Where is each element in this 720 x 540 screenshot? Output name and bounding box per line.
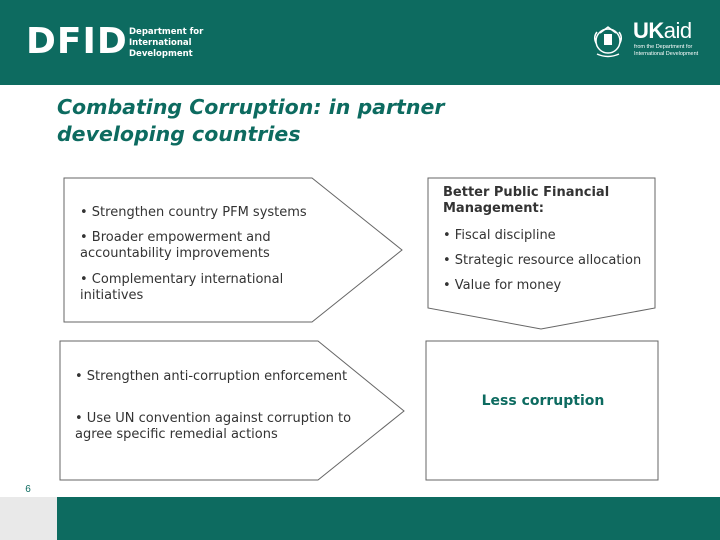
- result-label: Less corruption: [481, 393, 605, 409]
- dfid-subtitle-line-2: International: [129, 38, 192, 48]
- footer-bar: [0, 497, 720, 540]
- left-bottom-item-2: • Use UN convention against corruption to agree specific remedial actions: [75, 411, 352, 442]
- left-top-item-1: • Strengthen country PFM systems: [80, 205, 307, 220]
- page-number: 6: [25, 484, 31, 495]
- ukaid-subtitle-line-2: International Development: [634, 51, 699, 57]
- left-bottom-item-1: • Strengthen anti-corruption enforcement: [75, 369, 348, 384]
- ukaid-uk: UK: [633, 18, 664, 43]
- ukaid-subtitle-line-1: from the Department for: [634, 44, 693, 50]
- footer-page-tab: [0, 497, 57, 540]
- pfm-box-title: Better Public Financial Management:: [443, 185, 610, 216]
- dfid-subtitle-line-3: Development: [129, 49, 193, 59]
- left-top-item-3: • Complementary international initiatives: [80, 272, 284, 303]
- dfid-logo-text: DFID: [26, 21, 128, 62]
- slide-title: Combating Corruption: in partner developing countries: [57, 95, 445, 146]
- ukaid-aid: aid: [663, 18, 692, 43]
- pfm-item-2: • Strategic resource allocation: [443, 253, 642, 268]
- result-box-shape: [426, 341, 658, 480]
- pfm-item-1: • Fiscal discipline: [443, 228, 556, 243]
- dfid-subtitle-line-1: Department for: [129, 27, 204, 37]
- left-top-item-2: • Broader empowerment and accountability improvements: [80, 230, 271, 261]
- pfm-item-3: • Value for money: [443, 278, 562, 293]
